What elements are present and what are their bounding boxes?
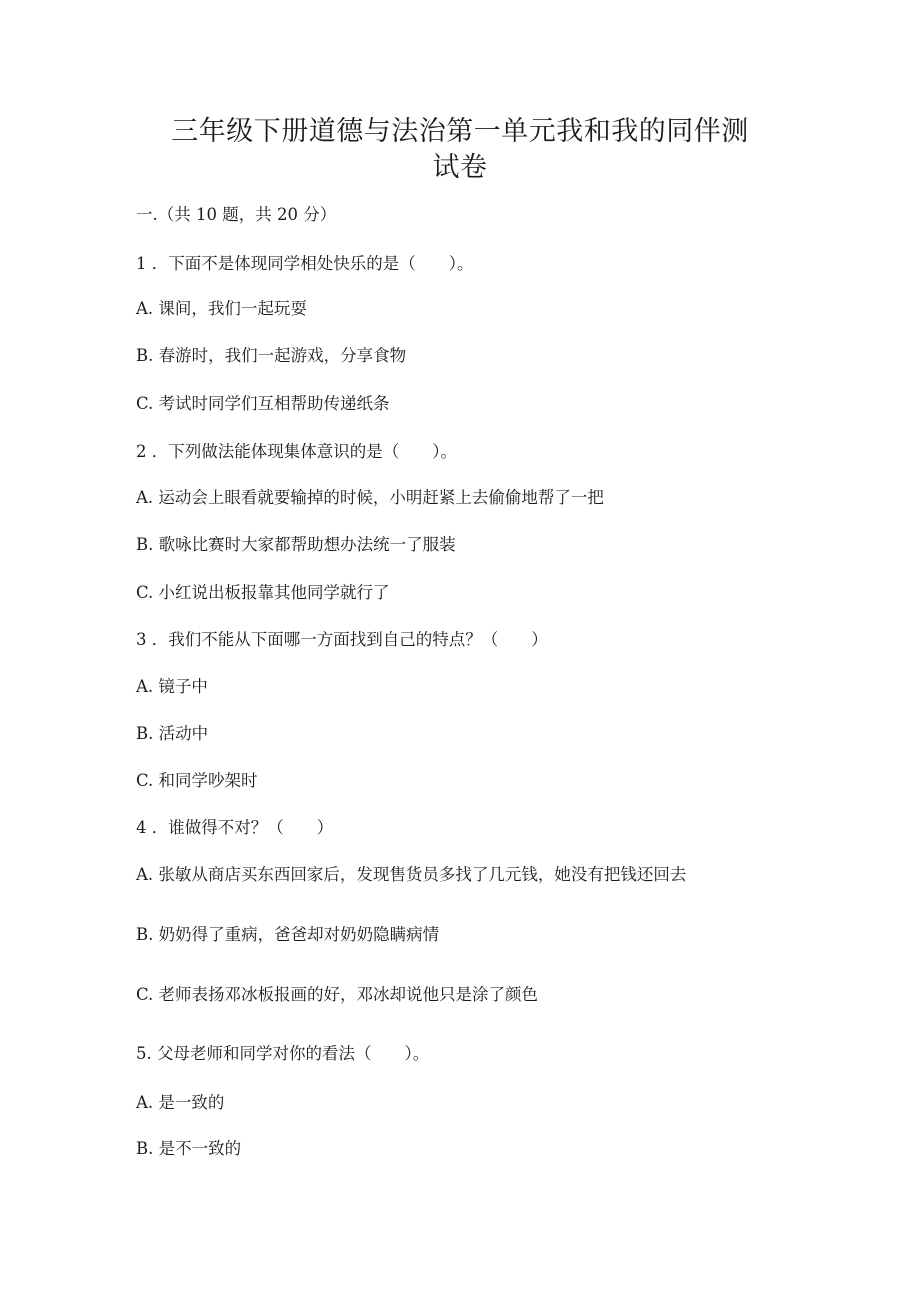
- question-5-option-b: B. 是不一致的: [136, 1139, 242, 1158]
- question-4-stem: 4 ．谁做得不对？（ ）: [136, 818, 334, 837]
- question-4-option-c: C. 老师表扬邓冰板报画的好，邓冰却说他只是涂了颜色: [136, 985, 539, 1004]
- question-2-option-c: C. 小红说出板报靠其他同学就行了: [136, 583, 390, 602]
- section-header: 一.（共 10 题，共 20 分）: [136, 205, 337, 224]
- question-2-option-b: B. 歌咏比赛时大家都帮助想办法统一了服装: [136, 535, 456, 554]
- question-2-option-a: A. 运动会上眼看就要输掉的时候，小明赶紧上去偷偷地帮了一把: [136, 488, 604, 507]
- question-4-option-a: A. 张敏从商店买东西回家后，发现售货员多找了几元钱，她没有把钱还回去: [136, 865, 687, 884]
- question-5-option-a: A. 是一致的: [136, 1093, 225, 1112]
- question-1-option-a: A. 课间，我们一起玩耍: [136, 299, 307, 318]
- page-title-line-2: 试卷: [432, 152, 488, 183]
- question-1-option-c: C. 考试时同学们互相帮助传递纸条: [136, 394, 390, 413]
- question-1-stem: 1 ．下面不是体现同学相处快乐的是（ ）。: [136, 254, 474, 273]
- question-3-option-c: C. 和同学吵架时: [136, 771, 258, 790]
- question-1-option-b: B. 春游时，我们一起游戏，分享食物: [136, 346, 407, 365]
- question-3-option-a: A. 镜子中: [136, 677, 208, 696]
- question-3-option-b: B. 活动中: [136, 724, 209, 743]
- question-4-option-b: B. 奶奶得了重病，爸爸却对奶奶隐瞒病情: [136, 925, 440, 944]
- question-5-stem: 5. 父母老师和同学对你的看法（ ）。: [136, 1044, 430, 1063]
- question-3-stem: 3 ．我们不能从下面哪一方面找到自己的特点？（ ）: [136, 630, 548, 649]
- page-title-line-1: 三年级下册道德与法治第一单元我和我的同伴测: [171, 116, 749, 147]
- question-2-stem: 2 ．下列做法能体现集体意识的是（ ）。: [136, 442, 457, 461]
